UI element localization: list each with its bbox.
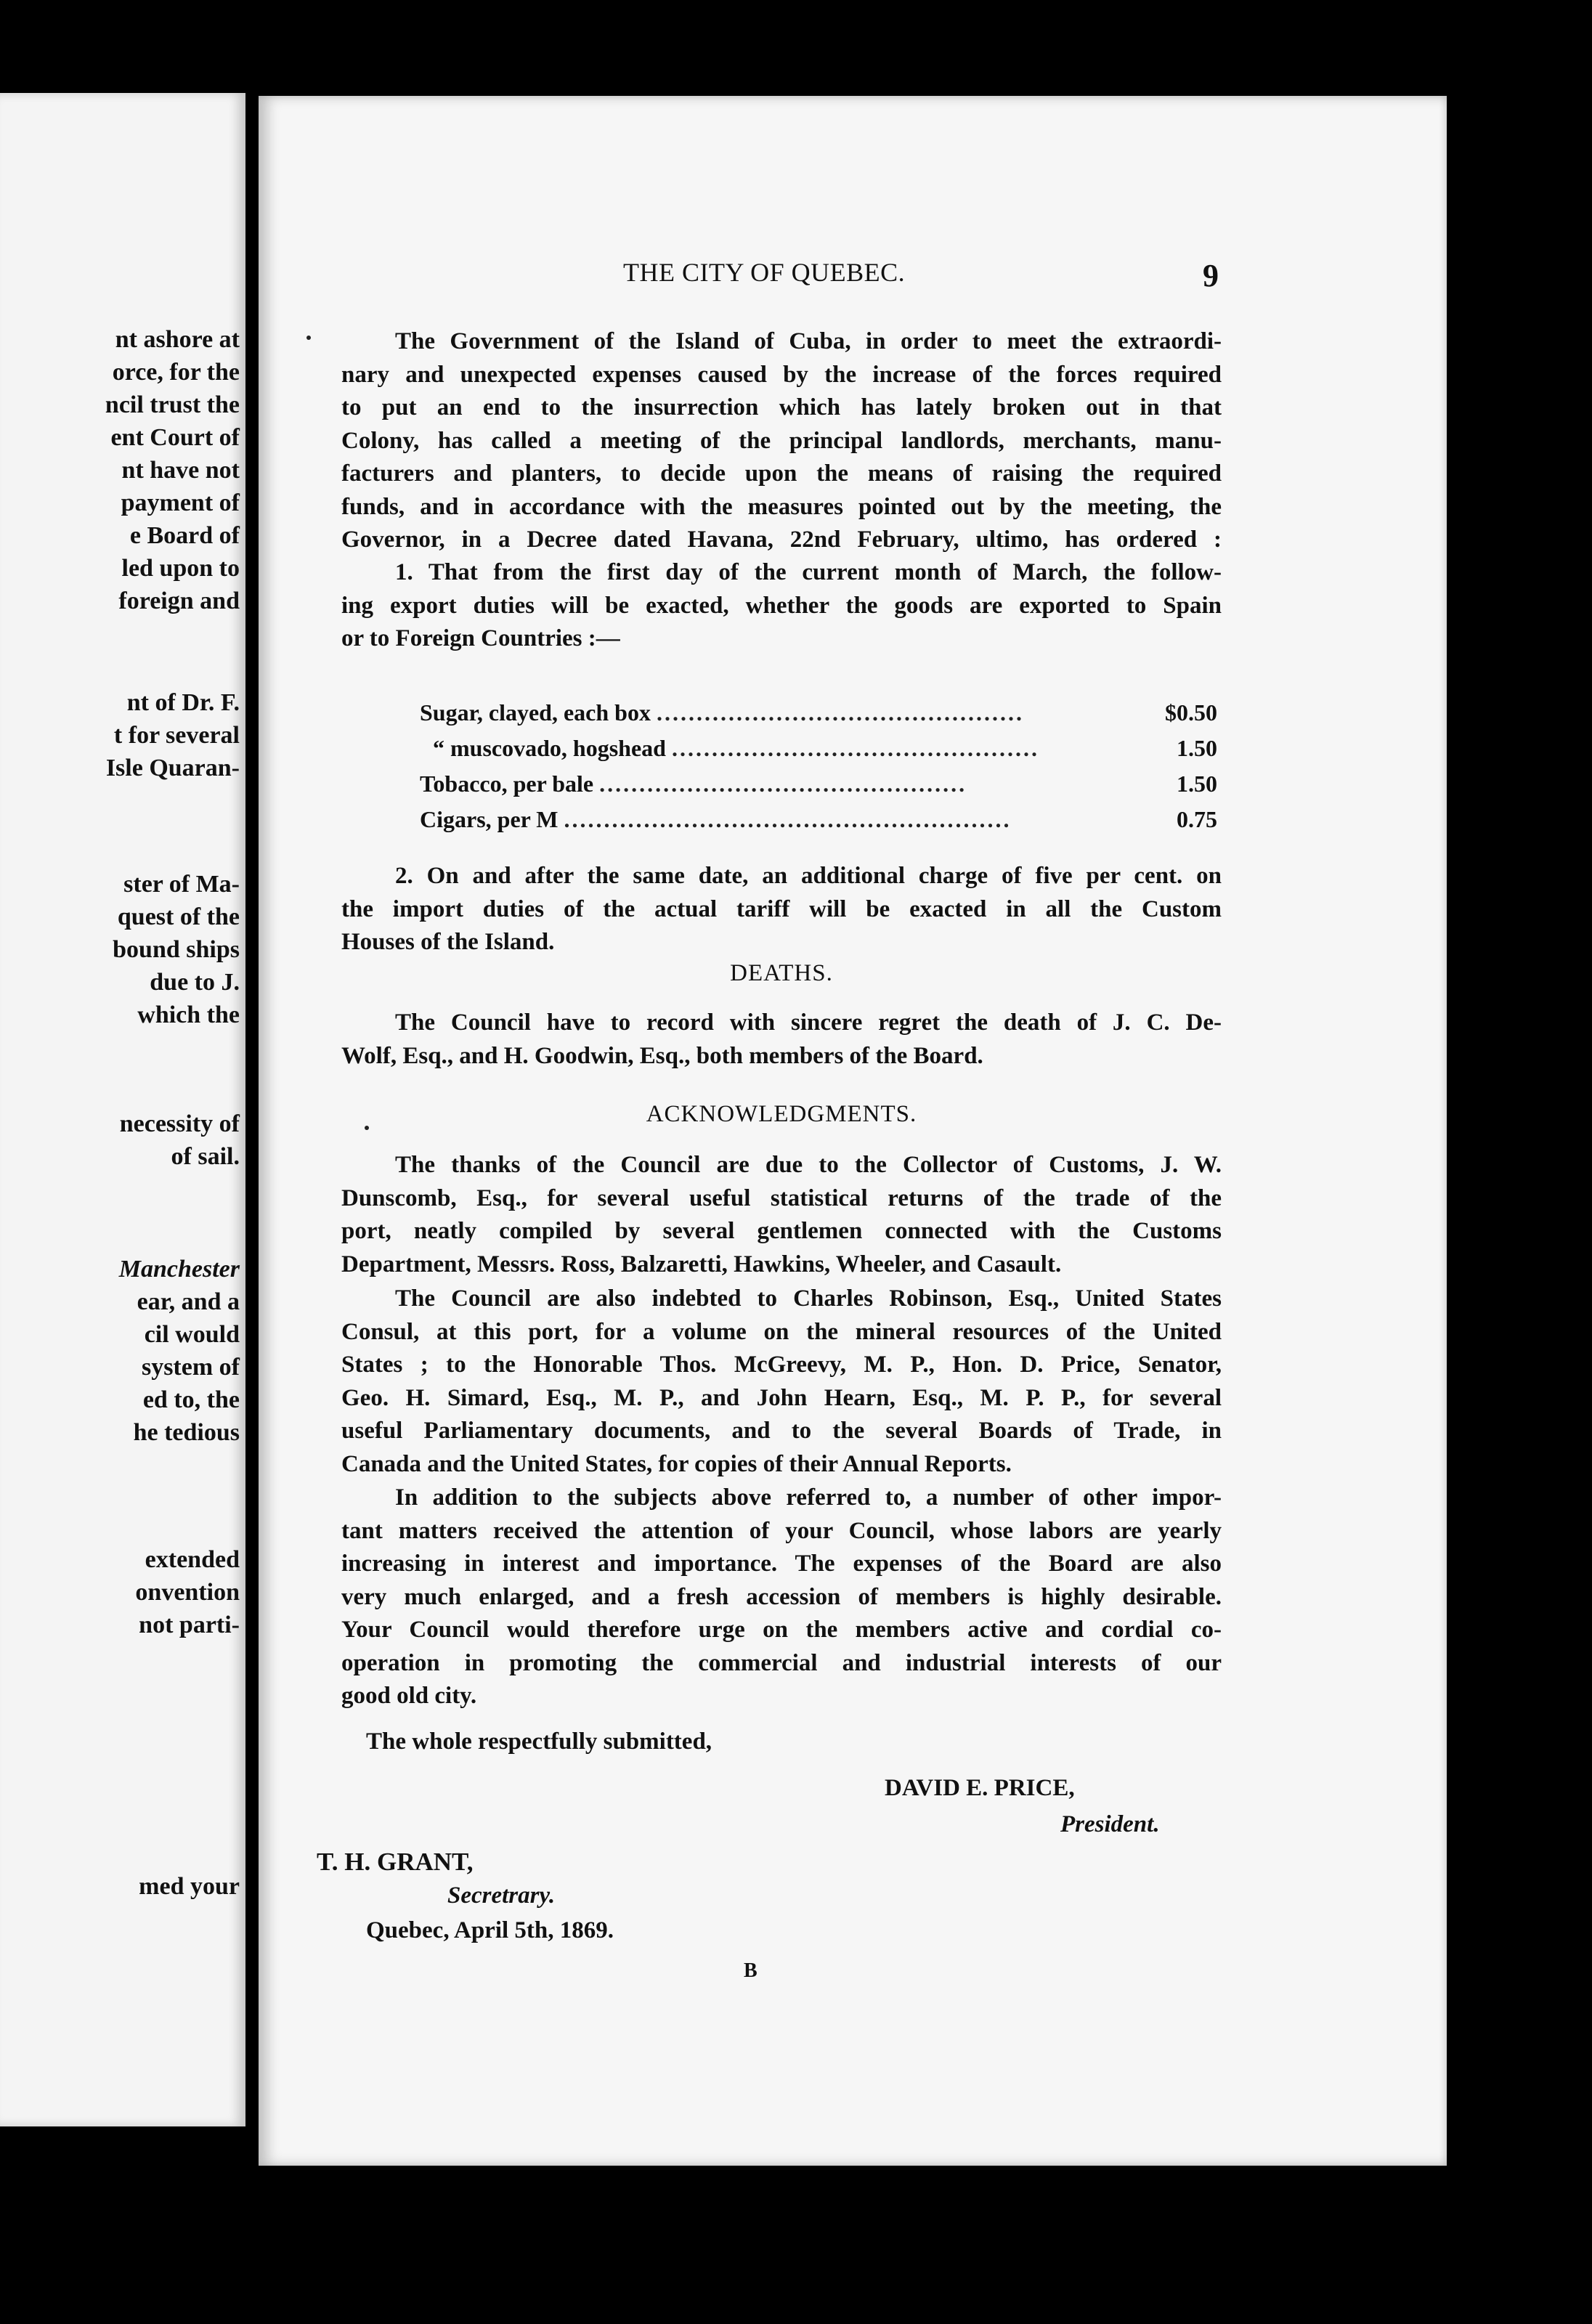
left-page-line: quest of the	[117, 903, 240, 930]
text-line: Geo. H. Simard, Esq., M. P., and John Hearn, Esq., M. P. P., for several	[341, 1384, 1222, 1411]
text-line: In addition to the subjects above referred to, a number of other impor-	[395, 1484, 1222, 1511]
duty-amount: 1.50	[1177, 771, 1217, 797]
print-speck	[306, 336, 311, 340]
left-page-line: system of	[141, 1354, 240, 1381]
left-page-line: ear, and a	[137, 1288, 240, 1315]
dot-leader: ..............................................	[656, 699, 1024, 726]
text-line: operation in promoting the commercial and industrial interests of our	[341, 1649, 1222, 1676]
deaths-heading: DEATHS.	[730, 960, 833, 986]
closing-line: The whole respectfully submitted,	[366, 1728, 712, 1755]
text-line: tant matters received the attention of your Council, whose labors are yearly	[341, 1517, 1222, 1544]
text-line: States ; to the Honorable Thos. McGreevy, M. P., Hon. D. Price, Senator,	[341, 1352, 1222, 1378]
dot-leader: ..............................................	[599, 771, 967, 797]
text-line: Houses of the Island.	[341, 929, 555, 955]
acknowledgments-paragraph-2	[341, 1283, 1222, 1481]
dot-leader: ..............................................	[671, 735, 1039, 761]
left-page-line: orce, for the	[112, 359, 240, 386]
acknowledgments-paragraph-3	[341, 1482, 1222, 1713]
text-line: Your Council would therefore urge on the members active and cordial co-	[341, 1617, 1222, 1643]
secretary-name: T. H. GRANT,	[317, 1848, 474, 1876]
left-page-line: Isle Quaran-	[105, 755, 240, 781]
text-line: Colony, has called a meeting of the principal landlords, merchants, manu-	[341, 427, 1222, 454]
left-page-line: foreign and	[118, 588, 240, 614]
left-page-line: led upon to	[121, 555, 240, 582]
text-line: good old city.	[341, 1683, 477, 1709]
left-page-line: ent Court of	[110, 424, 240, 451]
text-line: Dunscomb, Esq., for several useful statistical returns of the trade of the	[341, 1185, 1222, 1211]
text-line: or to Foreign Countries :—	[341, 625, 620, 651]
text-line: facturers and planters, to decide upon the means of raising the required	[341, 460, 1222, 487]
left-page-line: which the	[137, 1001, 240, 1028]
running-title: THE CITY OF QUEBEC.	[623, 258, 906, 287]
text-line: increasing in interest and importance. The expenses of the Board are also	[341, 1551, 1222, 1577]
left-page-line: Manchester	[118, 1256, 240, 1283]
left-page-line: ster of Ma-	[123, 871, 240, 898]
signature-mark: B	[744, 1959, 758, 1982]
adjacent-left-page	[0, 93, 245, 2126]
place-date: Quebec, April 5th, 1869.	[366, 1917, 614, 1943]
acknowledgments-paragraph-1	[341, 1149, 1222, 1281]
left-page-line: onvention	[135, 1579, 240, 1606]
text-line: very much enlarged, and a fresh accession of members is highly desirable.	[341, 1583, 1222, 1610]
duty-amount: 1.50	[1177, 735, 1217, 761]
left-page-line: nt of Dr. F.	[126, 689, 240, 716]
text-line: funds, and in accordance with the measures pointed out by the meeting, the	[341, 493, 1222, 520]
text-line: port, neatly compiled by several gentlemen connected with the Customs	[341, 1218, 1222, 1244]
clause-1-paragraph	[341, 556, 1222, 656]
page-number: 9	[1203, 258, 1219, 293]
text-line: Governor, in a Decree dated Havana, 22nd February, ultimo, has ordered :	[341, 527, 1222, 553]
export-duties-list	[420, 695, 1217, 837]
left-page-line: ncil trust the	[105, 391, 240, 418]
duty-item: Cigars, per M	[420, 806, 559, 832]
duty-row	[420, 766, 1217, 802]
left-page-line: nt have not	[121, 457, 240, 484]
left-page-line: bound ships	[113, 936, 240, 963]
left-page-line: extended	[145, 1546, 240, 1573]
left-page-line: necessity of	[119, 1110, 240, 1137]
text-line: Canada and the United States, for copies of their Annual Reports.	[341, 1450, 1012, 1477]
left-page-line: payment of	[121, 489, 240, 516]
text-line: Consul, at this port, for a volume on the mineral resources of the United	[341, 1318, 1222, 1345]
text-line: useful Parliamentary documents, and to the several Boards of Trade, in	[341, 1418, 1222, 1444]
text-line: The Government of the Island of Cuba, in order to meet the extraordi-	[395, 328, 1222, 354]
duty-item: “ muscovado, hogshead	[433, 735, 666, 761]
text-line: ing export duties will be exacted, whether the goods are exported to Spain	[341, 592, 1222, 619]
president-name: DAVID E. PRICE,	[885, 1775, 1075, 1801]
text-line: to put an end to the insurrection which has lately broken out in that	[341, 394, 1222, 420]
left-page-line: cil would	[144, 1321, 240, 1348]
left-page-line: not parti-	[139, 1612, 240, 1638]
duty-amount: 0.75	[1177, 806, 1217, 832]
left-page-line: med your	[139, 1873, 240, 1900]
text-line: The Council have to record with sincere regret the death of J. C. De-	[395, 1009, 1222, 1036]
secretary-title: Secretrary.	[447, 1882, 556, 1909]
left-page-line: nt ashore at	[115, 326, 240, 353]
text-line: nary and unexpected expenses caused by the increase of the forces required	[341, 361, 1222, 388]
duty-row	[420, 731, 1217, 766]
text-line: Department, Messrs. Ross, Balzaretti, Hawkins, Wheeler, and Casault.	[341, 1251, 1062, 1277]
left-page-line: e Board of	[129, 522, 240, 549]
duty-row	[420, 802, 1217, 837]
president-title: President.	[1060, 1811, 1160, 1837]
left-page-line: he tedious	[133, 1419, 240, 1446]
text-line: The thanks of the Council are due to the Collector of Customs, J. W.	[395, 1152, 1222, 1178]
text-line: 1. That from the first day of the current month of March, the follow-	[395, 559, 1222, 585]
left-page-line: t for several	[113, 722, 240, 749]
duty-row	[420, 695, 1217, 731]
left-page-line: ed to, the	[142, 1386, 240, 1413]
left-page-line: due to J.	[150, 969, 240, 996]
intro-paragraph	[341, 325, 1222, 557]
duty-item: Sugar, clayed, each box	[420, 699, 651, 726]
duty-amount: $0.50	[1165, 699, 1217, 726]
text-line: Wolf, Esq., and H. Goodwin, Esq., both members of the Board.	[341, 1042, 983, 1069]
dot-leader: ........................................................	[564, 806, 1012, 832]
text-line: The Council are also indebted to Charles Robinson, Esq., United States	[395, 1285, 1222, 1312]
acknowledgments-heading: ACKNOWLEDGMENTS.	[646, 1101, 917, 1127]
duty-item: Tobacco, per bale	[420, 771, 594, 797]
document-page	[259, 96, 1447, 2166]
clause-2-paragraph	[341, 860, 1222, 959]
text-line: the import duties of the actual tariff will be exacted in all the Custom	[341, 895, 1222, 922]
text-line: 2. On and after the same date, an additional charge of five per cent. on	[395, 863, 1222, 889]
left-page-line: of sail.	[171, 1143, 240, 1170]
deaths-paragraph	[341, 1007, 1222, 1073]
